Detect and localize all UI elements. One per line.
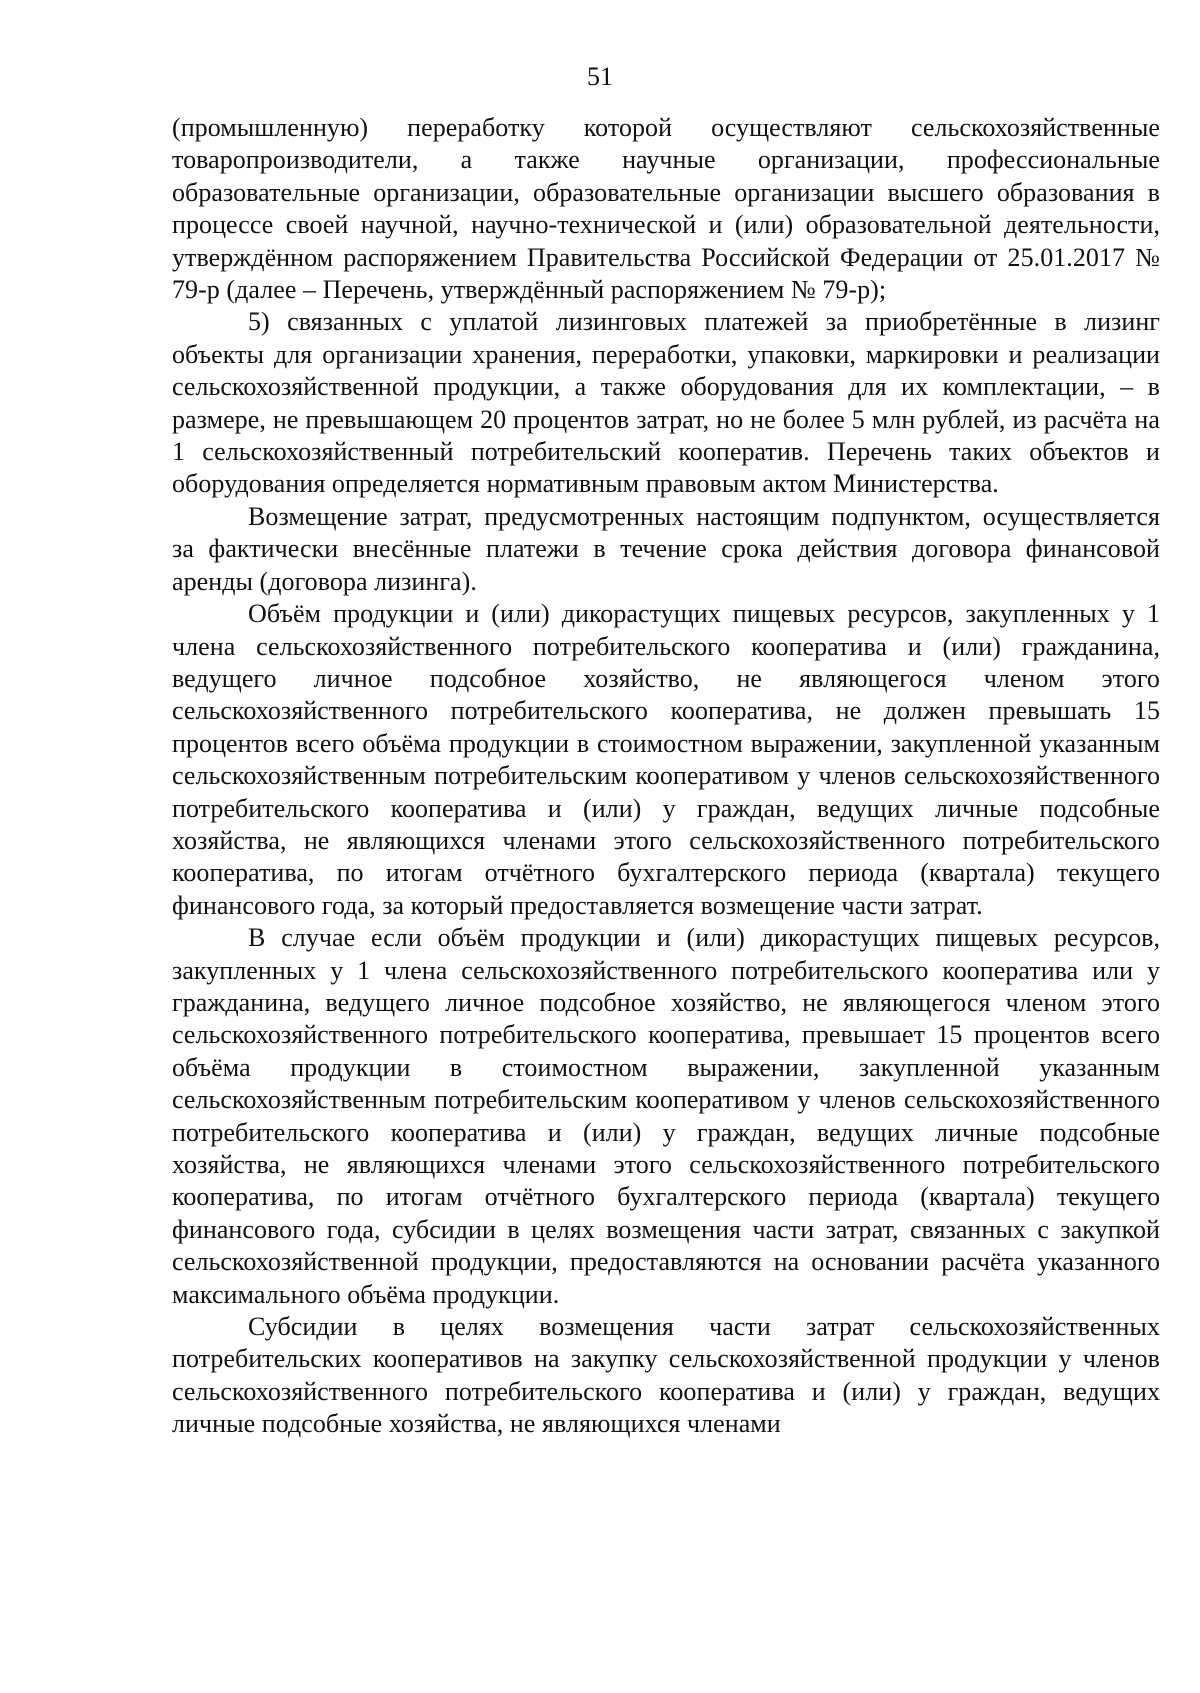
paragraph-excess-case: В случае если объём продукции и (или) дикорастущих пищевых ресурсов, закупленных у 1 члена сельскохозяйственного потребительского кооператива или у гражданина, ведущего личное подсобное хозяйство, не являющегося членом этого сельскохозяйственного потребительского кооператива, превышает 15 процентов всего объёма продукции в стоимостном выражении, закупленной указанным сельскохозяйственным потребительским кооперативом у членов сельскохозяйственного потребительского кооператива и (или) у граждан, ведущих личные подсобные хозяйства, не являющихся членами этого сельскохозяйственного потребительского кооператива, по итогам отчётного бухгалтерского периода (квартала) текущего финансового года, субсидии в целях возмещения части затрат, связанных с закупкой сельскохозяйственной продукции, предоставляются на основании расчёта указанного максимального объёма продукции. bbox=[172, 923, 1160, 1309]
paragraph-subsidies: Субсидии в целях возмещения части затрат сельскохозяйственных потребительских кооперативов на закупку сельскохозяйственной продукции у членов сельскохозяйственного потребительского кооператива и (или) у граждан, ведущих личные подсобные хозяйства, не являющихся членами bbox=[172, 1312, 1160, 1439]
paragraph-volume-limit: Объём продукции и (или) дикорастущих пищевых ресурсов, закупленных у 1 члена сельскохозяйственного потребительского кооператива и (или) гражданина, ведущего личное подсобное хозяйство, не являющегося членом этого сельскохозяйственного потребительского кооператива, не должен превышать 15 процентов всего объёма продукции в стоимостном выражении, закупленной указанным сельскохозяйственным потребительским кооперативом у членов сельскохозяйственного потребительского кооператива и (или) у граждан, ведущих личные подсобные хозяйства, не являющихся членами этого сельскохозяйственного потребительского кооператива, по итогам отчётного бухгалтерского периода (квартала) текущего финансового года, за который предоставляется возмещение части затрат. bbox=[172, 599, 1160, 920]
paragraph-item-5: 5) связанных с уплатой лизинговых платежей за приобретённые в лизинг объекты для организации хранения, переработки, упаковки, маркировки и реализации сельскохозяйственной продукции, а также оборудования для их комплектации, – в размере, не превышающем 20 процентов затрат, но не более 5 млн рублей, из расчёта на 1 сельскохозяйственный потребительский кооператив. Перечень таких объектов и оборудования определяется нормативным правовым актом Министерства. bbox=[172, 307, 1160, 499]
document-body bbox=[172, 112, 1160, 1441]
paragraph-continuation: (промышленную) переработку которой осуществляют сельскохозяйственные товаропроизводители, а также научные организации, профессиональные образовательные организации, образовательные организации высшего образования в процессе своей научной, научно-технической и (или) образовательной деятельности, утверждённом распоряжением Правительства Российской Федерации от 25.01.2017 № 79-р (далее – Перечень, утверждённый распоряжением № 79-р); bbox=[172, 113, 1160, 305]
paragraph-reimbursement: Возмещение затрат, предусмотренных настоящим подпунктом, осуществляется за фактически внесённые платежи в течение срока действия договора финансовой аренды (договора лизинга). bbox=[172, 501, 1160, 596]
page-number: 51 bbox=[587, 62, 613, 91]
